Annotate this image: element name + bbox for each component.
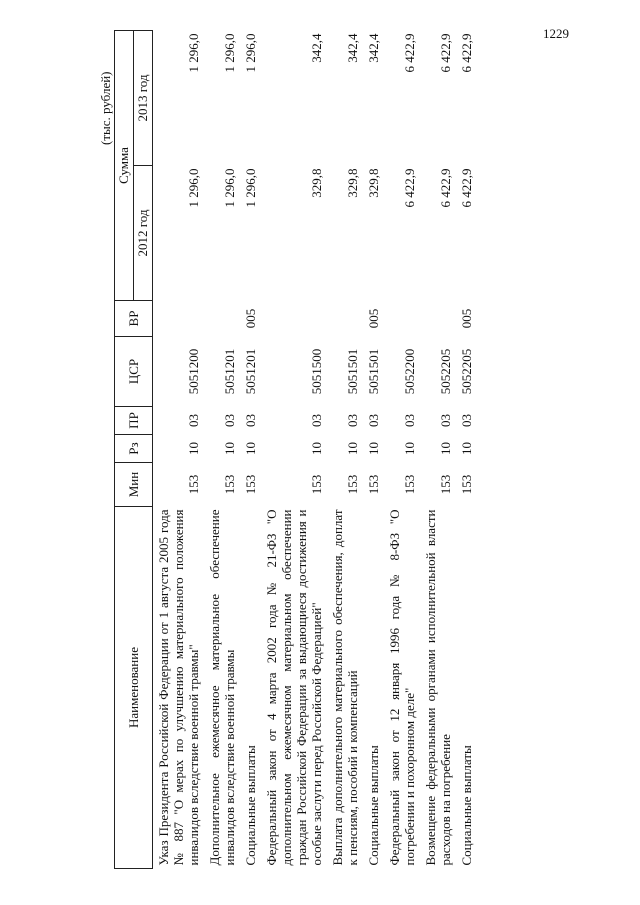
row-name: Социальные выплаты	[366, 745, 381, 866]
row-vr: 005	[243, 308, 258, 329]
row-csr: 5052205	[438, 348, 453, 395]
table-row	[204, 31, 240, 869]
row-min: 153	[186, 474, 201, 495]
table-row	[456, 31, 477, 869]
row-rz: 10	[366, 442, 381, 455]
row-name: Указ Президента Российской Федерации от 1 августа 2005 года № 887 "О мерах по улучшению материального положения инвалидов вследствие военной травмы"	[156, 509, 201, 866]
row-vr	[384, 301, 420, 337]
row-pr: 03	[309, 414, 324, 427]
header-sum: Сумма	[115, 31, 134, 301]
row-rz: 10	[309, 442, 324, 455]
row-rz: 10	[438, 442, 453, 455]
row-vr	[420, 301, 456, 337]
row-min: 153	[243, 474, 258, 495]
row-rz: 10	[243, 442, 258, 455]
row-vr: 005	[366, 308, 381, 329]
row-2013: 1 296,0	[222, 33, 237, 73]
row-name: Федеральный закон от 12 января 1996 года № 8-ФЗ "О погребении и похоронном деле"	[387, 509, 417, 866]
row-2012: 329,8	[366, 168, 381, 198]
table-row	[420, 31, 456, 869]
row-csr: 5051500	[309, 348, 324, 395]
row-rz: 10	[186, 442, 201, 455]
row-min: 153	[438, 474, 453, 495]
row-pr: 03	[402, 414, 417, 427]
row-2012: 1 296,0	[222, 168, 237, 208]
row-name: Федеральный закон от 4 марта 2002 года № 21-ФЗ "О дополнительном ежемесячном материальном обеспечении граждан Российской Федерации за выдающиеся достижения и особые заслуги перед Российской Федерацией"	[264, 509, 324, 866]
row-2013: 1 296,0	[186, 33, 201, 73]
row-min: 153	[459, 474, 474, 495]
row-min: 153	[222, 474, 237, 495]
row-2013: 342,4	[309, 33, 324, 63]
row-2013: 1 296,0	[243, 33, 258, 73]
row-2012: 6 422,9	[438, 168, 453, 208]
row-2013: 6 422,9	[459, 33, 474, 73]
row-pr: 03	[438, 414, 453, 427]
row-pr: 03	[345, 414, 360, 427]
row-min: 153	[309, 474, 324, 495]
header-2013: 2013 год	[134, 31, 153, 166]
row-pr: 03	[186, 414, 201, 427]
row-rz: 10	[402, 442, 417, 455]
row-min: 153	[402, 474, 417, 495]
row-csr: 5051501	[366, 348, 381, 395]
row-name: Социальные выплаты	[243, 745, 258, 866]
row-csr: 5051201	[243, 348, 258, 395]
header-2012: 2012 год	[134, 166, 153, 301]
header-pr: ПР	[115, 407, 153, 435]
units-label: (тыс. рублей)	[98, 71, 113, 145]
row-2012: 329,8	[345, 168, 360, 198]
header-rz: Рз	[115, 435, 153, 463]
table-row	[363, 31, 384, 869]
row-rz: 10	[222, 442, 237, 455]
row-name: Дополнительное ежемесячное материальное обеспечение инвалидов вследствие военной травмы	[207, 509, 237, 866]
row-vr	[153, 301, 205, 337]
row-2013: 342,4	[345, 33, 360, 63]
row-vr	[327, 301, 363, 337]
row-rz: 10	[459, 442, 474, 455]
row-vr	[261, 301, 327, 337]
row-pr: 03	[366, 414, 381, 427]
table-row	[384, 31, 420, 869]
row-vr: 005	[459, 308, 474, 329]
row-csr: 5052205	[459, 348, 474, 395]
row-vr	[204, 301, 240, 337]
table-row	[327, 31, 363, 869]
header-min: Мин	[115, 463, 153, 507]
row-2012: 6 422,9	[459, 168, 474, 208]
header-name: Наименование	[115, 507, 153, 869]
row-pr: 03	[243, 414, 258, 427]
table-row	[240, 31, 261, 869]
header-vr: ВР	[115, 301, 153, 337]
row-rz: 10	[345, 442, 360, 455]
row-2012: 329,8	[309, 168, 324, 198]
row-2013: 6 422,9	[438, 33, 453, 73]
row-name: Социальные выплаты	[459, 745, 474, 866]
row-min: 153	[366, 474, 381, 495]
row-csr: 5051501	[345, 348, 360, 395]
row-pr: 03	[459, 414, 474, 427]
row-csr: 5051200	[186, 348, 201, 395]
row-2012: 6 422,9	[402, 168, 417, 208]
row-2012: 1 296,0	[243, 168, 258, 208]
row-2013: 6 422,9	[402, 33, 417, 73]
row-2013: 342,4	[366, 33, 381, 63]
page-number: 1229	[543, 26, 569, 41]
row-2012: 1 296,0	[186, 168, 201, 208]
header-csr: ЦСР	[115, 337, 153, 407]
row-csr: 5051201	[222, 348, 237, 395]
table-row	[261, 31, 327, 869]
row-name: Выплата дополнительного материального обеспечения, доплат к пенсиям, пособий и компенсаций	[330, 509, 360, 866]
budget-table	[114, 30, 477, 869]
table-row	[153, 31, 205, 869]
row-name: Возмещение федеральными органами исполнительной власти расходов на погребение	[423, 509, 453, 866]
row-min: 153	[345, 474, 360, 495]
row-pr: 03	[222, 414, 237, 427]
row-csr: 5052200	[402, 348, 417, 395]
